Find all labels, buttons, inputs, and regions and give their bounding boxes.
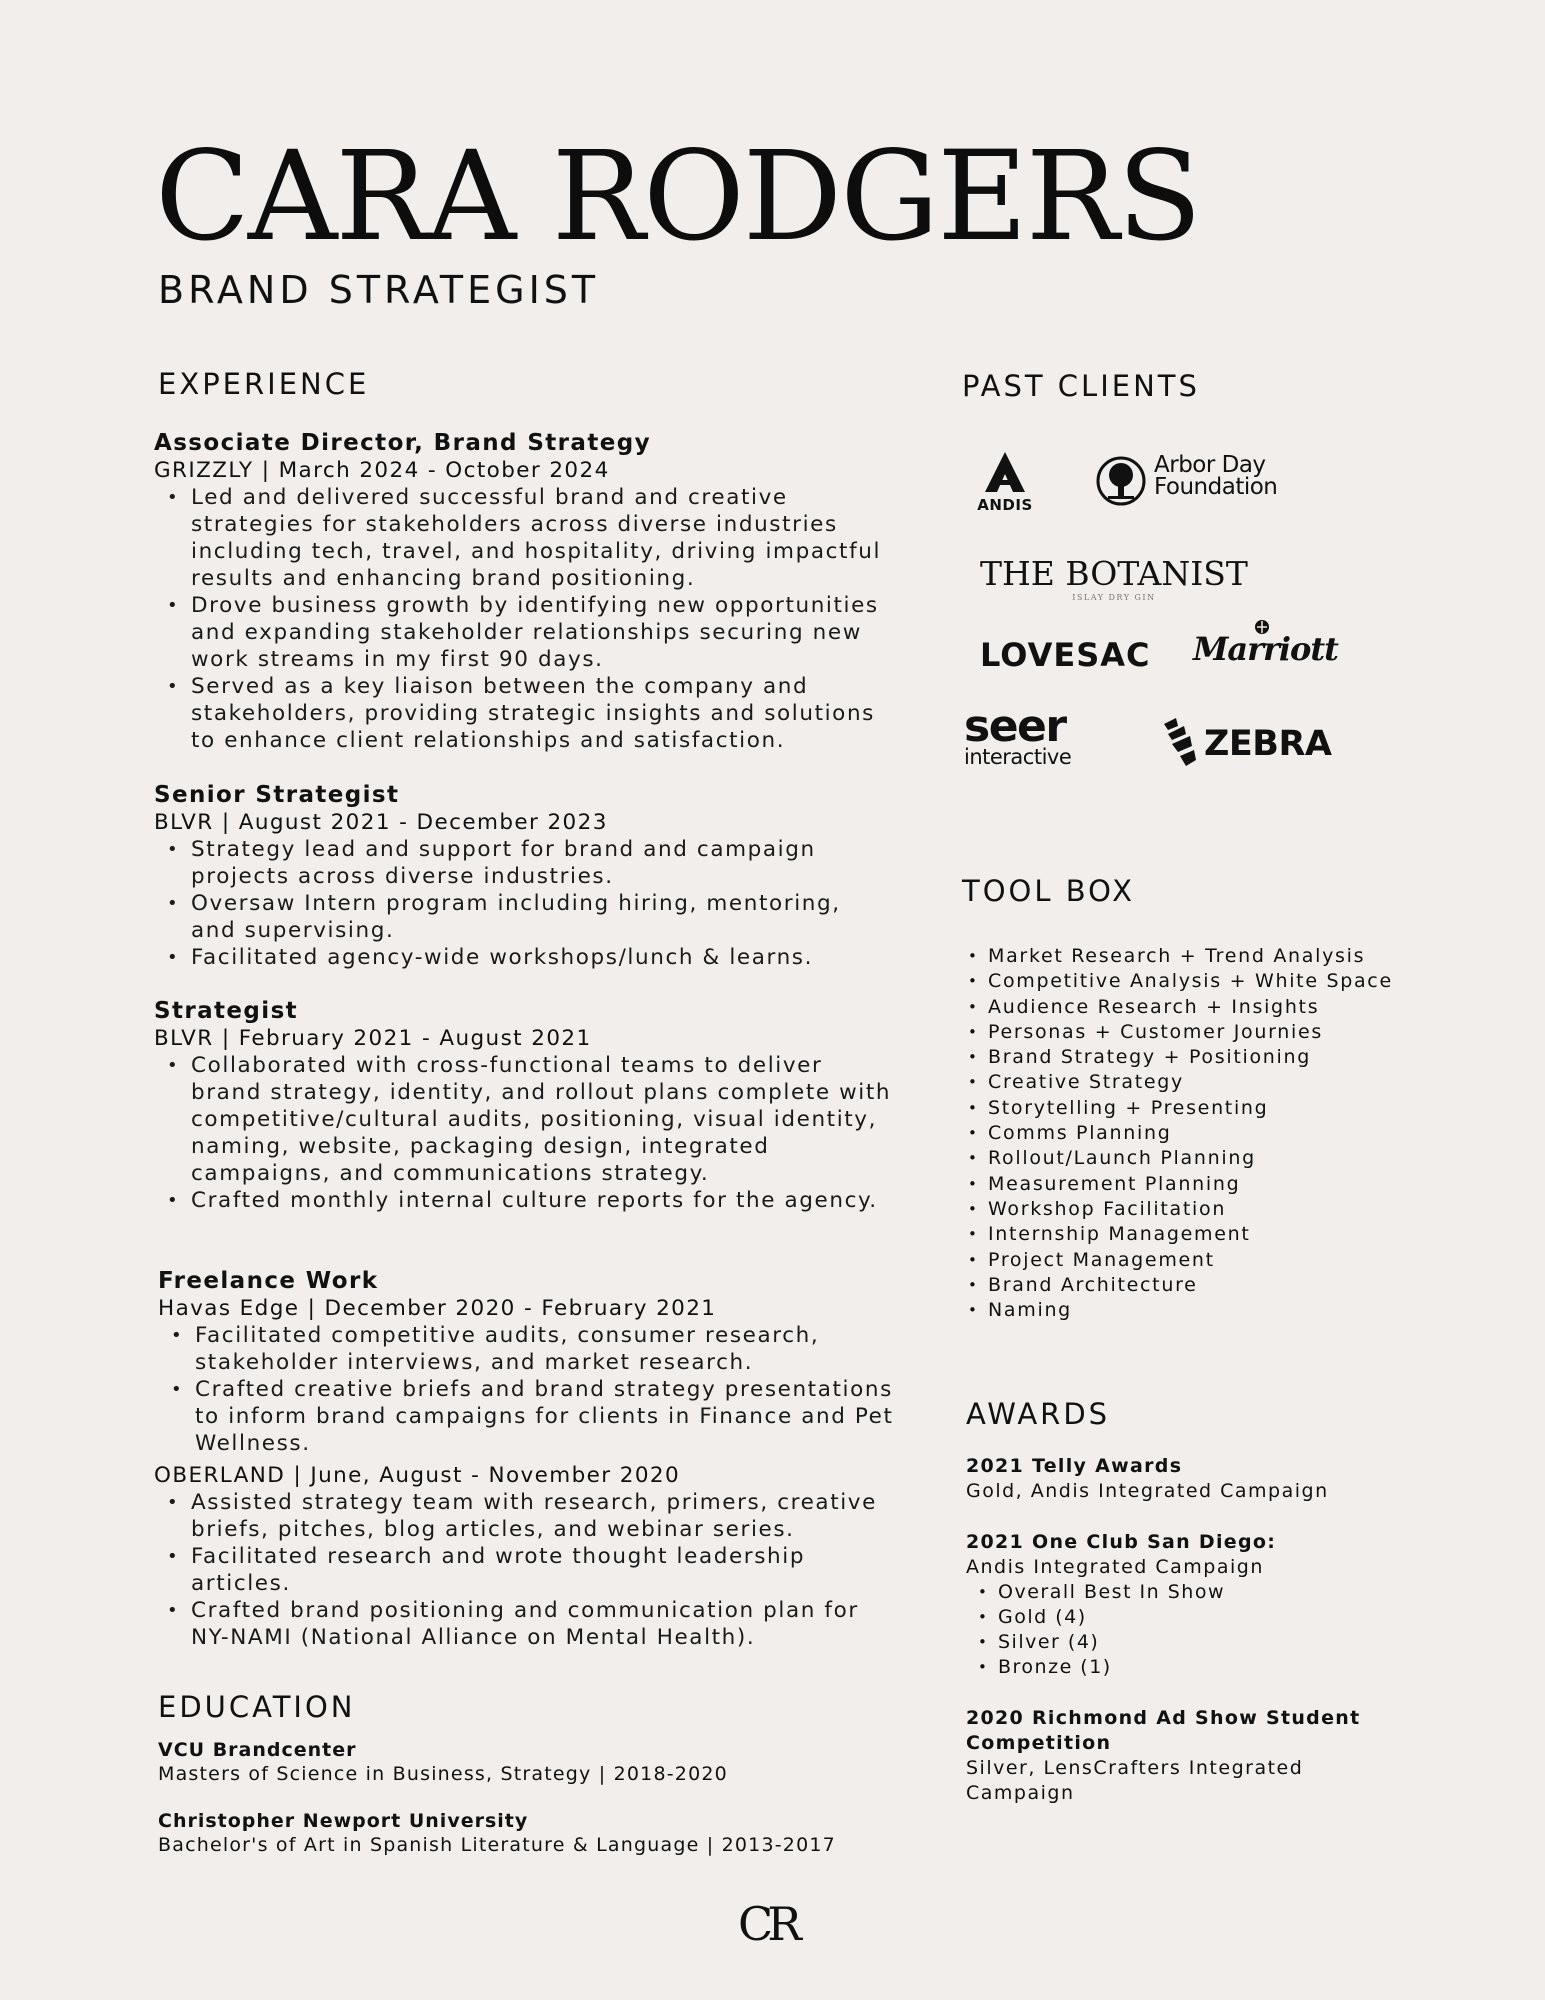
job-bullet: • Crafted creative briefs and brand strategy presentations to inform brand campaigns for clients in Finance and Pet Wellness. — [195, 1376, 898, 1457]
arbor-day-line2: Foundation — [1154, 474, 1278, 500]
job-bullet: • Oversaw Intern program including hiring, mentoring, and supervising. — [191, 890, 894, 944]
award-bullet: • Bronze (1) — [998, 1655, 1276, 1680]
job-bullet: • Facilitated research and wrote thought leadership articles. — [191, 1543, 894, 1597]
job-meta: GRIZZLY | March 2024 - October 2024 — [154, 458, 610, 483]
seer-wordmark: seer — [964, 701, 1066, 752]
candidate-role: BRAND STRATEGIST — [158, 268, 600, 312]
toolbox-item: • Creative Strategy — [988, 1070, 1393, 1095]
award-bullet: • Overall Best In Show — [998, 1580, 1276, 1605]
andis-mark-icon — [983, 450, 1027, 494]
education-heading: EDUCATION — [158, 1690, 356, 1724]
toolbox-item: • Market Research + Trend Analysis — [988, 944, 1393, 969]
job-bullet: • Facilitated agency-wide workshops/lunch & learns. — [191, 944, 894, 971]
job-entry — [158, 1268, 898, 1457]
toolbox-item: • Workshop Facilitation — [988, 1197, 1393, 1222]
job-entry — [154, 1462, 894, 1651]
job-title: Freelance Work — [158, 1268, 379, 1294]
toolbox-item: • Internship Management — [988, 1222, 1393, 1247]
education-school: Christopher Newport University — [158, 1810, 529, 1832]
award-detail: Silver, LensCrafters Integrated Campaign — [966, 1757, 1304, 1804]
seer-sub: interactive — [964, 745, 1072, 769]
job-title: Associate Director, Brand Strategy — [154, 430, 651, 456]
job-bullets — [154, 484, 894, 754]
job-meta: OBERLAND | June, August - November 2020 — [154, 1463, 681, 1488]
job-bullet: • Led and delivered successful brand and creative strategies for stakeholders across diverse industries including tech, travel, and hospitality, driving impactful results and enhancing brand positioning. — [191, 484, 894, 592]
andis-wordmark: ANDIS — [977, 496, 1033, 514]
toolbox-item: • Personas + Customer Journies — [988, 1020, 1393, 1045]
award-bullet: • Silver (4) — [998, 1630, 1276, 1655]
award-entry — [966, 1454, 1329, 1504]
job-bullets — [158, 1322, 898, 1457]
arbor-day-line1: Arbor Day — [1154, 452, 1266, 478]
botanist-sub: ISLAY DRY GIN — [1072, 593, 1156, 602]
job-bullets — [154, 836, 894, 971]
job-bullet: • Served as a key liaison between the company and stakeholders, providing strategic insights and solutions to enhance client relationships and satisfaction. — [191, 673, 894, 754]
job-bullets — [154, 1489, 894, 1651]
toolbox-heading: TOOL BOX — [962, 874, 1135, 908]
job-bullet: • Strategy lead and support for brand and campaign projects across diverse industries. — [191, 836, 894, 890]
seer-logo — [964, 701, 1072, 769]
monogram-logo: CR — [738, 1897, 796, 1951]
education-detail: Bachelor's of Art in Spanish Literature & Language | 2013-2017 — [158, 1834, 836, 1856]
award-entry — [966, 1530, 1276, 1680]
toolbox-item: • Storytelling + Presenting — [988, 1096, 1393, 1121]
zebra-wordmark: ZEBRA — [1204, 724, 1332, 764]
toolbox-list — [968, 944, 1393, 1323]
job-bullet: • Assisted strategy team with research, primers, creative briefs, pitches, blog articles, and webinar series. — [191, 1489, 894, 1543]
marriott-wordmark: Marriott — [1193, 630, 1338, 668]
job-bullet: • Drove business growth by identifying new opportunities and expanding stakeholder relationships securing new work streams in my first 90 days. — [191, 592, 894, 673]
award-detail: Andis Integrated Campaign — [966, 1556, 1264, 1578]
award-entry — [966, 1706, 1366, 1806]
experience-heading: EXPERIENCE — [158, 367, 370, 401]
job-meta: Havas Edge | December 2020 - February 2021 — [158, 1296, 717, 1321]
award-name: 2021 Telly Awards — [966, 1455, 1183, 1477]
zebra-head-icon — [1160, 716, 1202, 768]
botanist-logo — [980, 554, 1248, 602]
toolbox-item: • Competitive Analysis + White Space — [988, 969, 1393, 994]
past-clients-heading: PAST CLIENTS — [962, 369, 1200, 403]
job-title: Strategist — [154, 998, 299, 1024]
toolbox-item: • Measurement Planning — [988, 1172, 1393, 1197]
job-title: Senior Strategist — [154, 782, 400, 808]
andis-logo — [970, 450, 1040, 514]
job-meta: BLVR | February 2021 - August 2021 — [154, 1026, 592, 1051]
botanist-wordmark: THE BOTANIST — [980, 554, 1248, 593]
job-entry — [154, 998, 894, 1214]
award-bullets — [966, 1580, 1276, 1680]
toolbox-item: • Brand Strategy + Positioning — [988, 1045, 1393, 1070]
job-entry — [154, 430, 894, 754]
job-entry — [154, 782, 894, 971]
education-entry — [158, 1809, 836, 1857]
job-bullet: • Crafted brand positioning and communication plan for NY-NAMI (National Alliance on Mental Health). — [191, 1597, 894, 1651]
job-bullet: • Collaborated with cross-functional teams to deliver brand strategy, identity, and rollout plans complete with competitive/cultural audits, positioning, visual identity, naming, website, packaging design, integrated campaigns, and communications strategy. — [191, 1052, 894, 1187]
job-meta: BLVR | August 2021 - December 2023 — [154, 810, 608, 835]
award-bullet: • Gold (4) — [998, 1605, 1276, 1630]
award-name: 2021 One Club San Diego: — [966, 1531, 1277, 1553]
tree-icon — [1096, 456, 1146, 506]
client-logos — [960, 440, 1360, 780]
lovesac-logo: LOVESAC — [980, 636, 1151, 674]
education-entry — [158, 1738, 728, 1786]
job-bullet: • Facilitated competitive audits, consumer research, stakeholder interviews, and market research. — [195, 1322, 898, 1376]
candidate-name: CARA RODGERS — [155, 125, 1201, 269]
education-school: VCU Brandcenter — [158, 1739, 357, 1761]
award-name: 2020 Richmond Ad Show Student Competition — [966, 1707, 1361, 1754]
job-bullet: • Crafted monthly internal culture reports for the agency. — [191, 1187, 894, 1214]
toolbox-item: • Naming — [988, 1298, 1393, 1323]
toolbox-item: • Brand Architecture — [988, 1273, 1393, 1298]
toolbox-item: • Audience Research + Insights — [988, 995, 1393, 1020]
job-bullets — [154, 1052, 894, 1214]
toolbox-item: • Rollout/Launch Planning — [988, 1146, 1393, 1171]
awards-heading: AWARDS — [966, 1397, 1111, 1431]
toolbox-item: • Project Management — [988, 1248, 1393, 1273]
award-detail: Gold, Andis Integrated Campaign — [966, 1480, 1329, 1502]
toolbox-item: • Comms Planning — [988, 1121, 1393, 1146]
education-detail: Masters of Science in Business, Strategy | 2018-2020 — [158, 1763, 728, 1785]
